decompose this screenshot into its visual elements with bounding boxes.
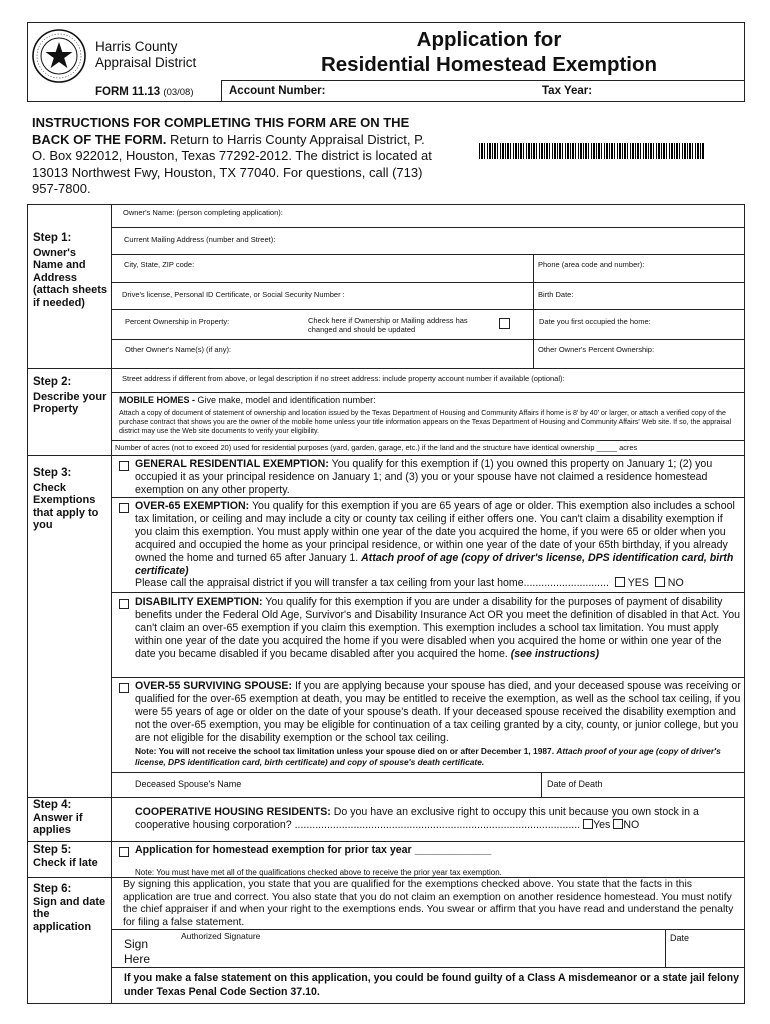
acres-field[interactable]: Number of acres (not to exceed 20) used for residential purposes (yard, garden, garage, etc.) if the land and the structure have identical ownership _____ acres — [115, 443, 638, 452]
over65-exemption-text: OVER-65 EXEMPTION: You qualify for this exemption if you are 65 years of age or older. This exemption also includes a school tax limitation, or ceiling and may include a city or county tax ceiling if either offers one. You can't claim a disability exemption if you claim this exemption. You must apply within one year of the date you acquired the home, if you were 65 or older when you acquired and occupied the home as your principal residence, or within one year of the date of your 65th birthday, if you already owned the home and turned 65 after January 1. Attach proof of age (copy of driver's license, DPS identification card, birth certificate) — [135, 500, 735, 577]
ownership-changed-label: Check here if Ownership or Mailing address has changed and should be updated — [308, 316, 468, 334]
over65-exemption-checkbox[interactable] — [119, 503, 129, 513]
surviving-spouse-checkbox[interactable] — [119, 683, 129, 693]
cooperative-housing-question: COOPERATIVE HOUSING RESIDENTS: Do you have an exclusive right to occupy this unit because you own stock in a cooperative housing corporation? ................................................................................................. Yes NO — [135, 806, 699, 831]
surviving-spouse-text: OVER-55 SURVIVING SPOUSE: If you are applying because your spouse has died, and your deceased spouse was receiving or qualified for the over-65 exemption at death, you may be entitled to receive the exemption, as well as the school tax ceiling, if you were 55 years of age or older on the date of your spouse's death. If your deceased spouse received the disability exemption and not the over-65 exemption, you may be eligible for continuation of a tax ceiling granted by a city, county, or junior college, but you are not eligible for the disability exemption or the school tax ceiling. — [135, 680, 741, 744]
drivers-license-field[interactable]: Drive's license, Personal ID Certificate, or Social Security Number : — [122, 290, 345, 299]
prior-year-note: Note: You must have met all of the qualifications checked above to receive the prior year tax exemption. — [135, 868, 502, 877]
street-address-field[interactable]: Street address if different from above, or legal description if no street address: include property account number if available (optional): — [122, 374, 565, 383]
owner-name-field[interactable]: Owner's Name: (person completing application): — [123, 208, 283, 217]
mailing-address-field[interactable]: Current Mailing Address (number and Street): — [124, 235, 276, 244]
barcode-icon — [479, 143, 705, 159]
coop-yes-checkbox[interactable] — [583, 819, 593, 829]
other-owners-field[interactable]: Other Owner's Name(s) (if any): — [125, 345, 232, 354]
city-state-zip-field[interactable]: City, State, ZIP code: — [124, 260, 195, 269]
general-exemption-checkbox[interactable] — [119, 461, 129, 471]
authorized-signature-label: Authorized Signature — [181, 931, 261, 941]
tax-year-label: Tax Year: — [542, 85, 593, 97]
other-owner-percent-field[interactable]: Other Owner's Percent Ownership: — [538, 345, 655, 354]
sign-here-field[interactable]: Sign Here — [124, 937, 151, 966]
phone-field[interactable]: Phone (area code and number): — [538, 260, 645, 269]
percent-ownership-field[interactable]: Percent Ownership in Property: — [125, 317, 230, 326]
mobile-homes-field[interactable]: MOBILE HOMES - Give make, model and identification number: — [119, 395, 376, 405]
first-occupied-field[interactable]: Date you first occupied the home: — [539, 317, 651, 326]
page-title: Application for Residential Homestead Exemption — [320, 28, 658, 76]
transfer-yes-checkbox[interactable] — [615, 577, 625, 587]
signature-date-field[interactable]: Date — [670, 933, 690, 943]
step5-label: Step 5: Check if late — [33, 844, 98, 869]
disability-exemption-text: DISABILITY EXEMPTION: You qualify for this exemption if you are under a disability for the purposes of payment of disability benefits under the Federal Old Age, Survivor's and Disability Insurance Act OR you meet the definition of disabled in that Act. You can't claim an over-65 exemption if you claim this exemption. This exemption includes a school tax limitation. You must apply within one year of the date you acquired the home if you were disabled when you acquired the home or within one year of the date you became disabled if you became disabled after you acquired the home. (see instructions) — [135, 596, 741, 660]
coop-no-checkbox[interactable] — [613, 819, 623, 829]
form-page — [27, 22, 745, 1004]
disability-exemption-checkbox[interactable] — [119, 599, 129, 609]
birth-date-field[interactable]: Birth Date: — [538, 290, 574, 299]
ownership-changed-checkbox[interactable] — [499, 318, 510, 329]
affirmation-text: By signing this application, you state that you are qualified for the exemptions checked above. You state that the facts in this application are true and correct. You also state that you do not claim an exemption on another residence homestead. You must notify the chief appraiser if and when your right to the exemptions ends. You swear or affirm that you have read and understand the penalty for filing a false statement. — [123, 879, 734, 928]
surviving-spouse-note: Note: You will not receive the school tax limitation unless your spouse died on or after December 1, 1987. Attach proof of your age (copy of driver's license, DPS identification card, birth certificate) and copy of spouse's death certificate. — [135, 746, 721, 767]
prior-year-checkbox[interactable] — [119, 847, 129, 857]
district-name: Harris County Appraisal District — [95, 39, 197, 70]
transfer-ceiling-question: Please call the appraisal district if you will transfer a tax ceiling from your last home............................. YES NO — [135, 577, 684, 589]
account-number-label: Account Number: — [229, 85, 326, 97]
step4-label: Step 4: Answer if applies — [33, 799, 83, 836]
general-exemption-text: GENERAL RESIDENTIAL EXEMPTION: You qualify for this exemption if (1) you owned this property on January 1; (2) you occupied it as your principal residence on January 1; and (3) you or your spouse have not claimed a residence homestead exemption on any other property. — [135, 458, 713, 496]
form-number: FORM 11.13 (03/08) — [95, 86, 194, 98]
instructions: INSTRUCTIONS FOR COMPLETING THIS FORM ARE ON THE BACK OF THE FORM. Return to Harris County Appraisal District, P. O. Box 922012, Houston, Texas 77292-2012. The district is located at 13013 Northwest Fwy, Houston, TX 77040. For questions, call (713) 957-7800. — [32, 115, 432, 196]
step3-label: Step 3: Check Exemptions that apply to you — [33, 467, 99, 531]
deceased-spouse-name-field[interactable]: Deceased Spouse's Name — [135, 779, 242, 789]
county-seal-icon — [31, 28, 87, 84]
step6-label: Step 6: Sign and date the application — [33, 883, 106, 933]
step2-label: Step 2: Describe your Property — [33, 376, 107, 415]
mobile-homes-note: Attach a copy of document of statement of ownership and location issued by the Texas Department of Housing and Community Affairs if home is 8' by 40' or larger, or attach a verified copy of the purchase contract that shows you are the owner of the mobile home unless your title information appears on the Texas Department of Housing and Community Affairs' Web site. If so, the appraisal district may use the Web site documents to verify your eligibility. — [119, 409, 732, 435]
step1-label: Step 1: Owner's Name and Address (attach sheets if needed) — [33, 232, 107, 309]
date-of-death-field[interactable]: Date of Death — [547, 779, 603, 789]
prior-year-label[interactable]: Application for homestead exemption for prior tax year _____________ — [135, 844, 492, 856]
penalty-warning: If you make a false statement on this application, you could be found guilty of a Class A misdemeanor or a state jail felony under Texas Penal Code Section 37.10. — [124, 972, 739, 998]
transfer-no-checkbox[interactable] — [655, 577, 665, 587]
